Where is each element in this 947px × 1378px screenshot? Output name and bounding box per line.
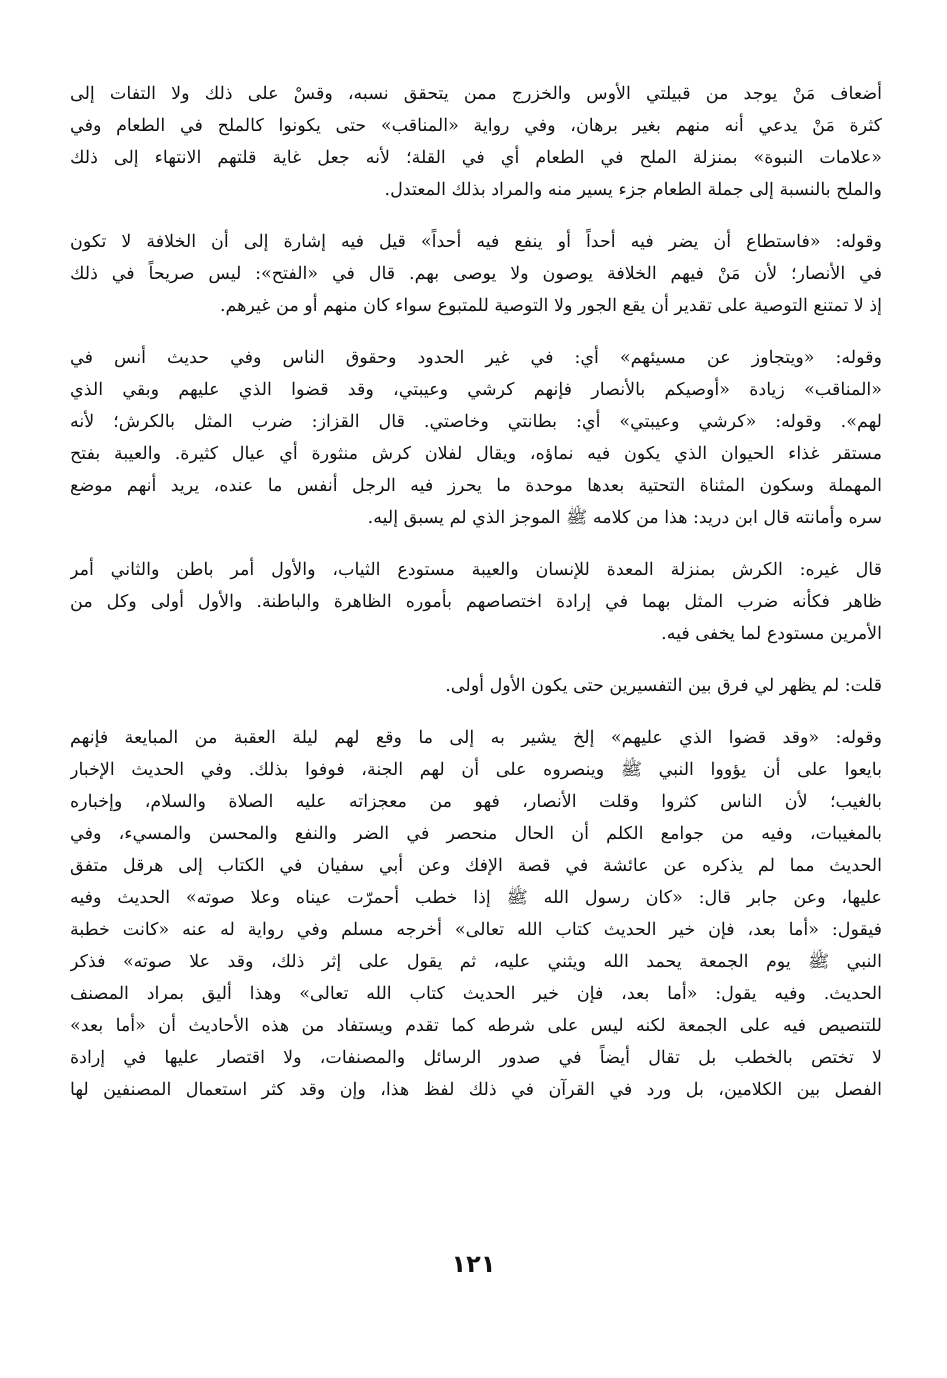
text-line: الفصل بين الكلامين، بل ورد في القرآن في ذلك لفظ هذا، وإن وقد كثر استعمال المصنفين لها: [70, 1080, 882, 1100]
paragraph-2: [70, 226, 882, 322]
page-number: ١٢١: [451, 1250, 496, 1278]
paragraph-4: [70, 554, 882, 650]
text-line: والملح بالنسبة إلى جملة الطعام جزء يسير منه والمراد بذلك المعتدل.: [384, 180, 882, 200]
text-line: «علامات النبوة» بمنزلة الملح في الطعام أي في القلة؛ لأنه جعل غاية قلتهم الانتهاء إلى ذلك: [70, 148, 882, 168]
text-line: النبي ﷺ يوم الجمعة يحمد الله ويثني عليه، ثم يقول على إثر ذلك، وقد علا صوته» فذكر: [70, 952, 882, 972]
text-line: ظاهر فكأنه ضرب المثل بهما في إرادة اختصاصهم بأموره الظاهرة والباطنة. والأول أولى وكل من: [70, 592, 882, 612]
text-line: سره وأمانته قال ابن دريد: هذا من كلامه ﷺ الموجز الذي لم يسبق إليه.: [367, 508, 882, 528]
text-line: لا تختص بالخطب بل تقال أيضاً في صدور الرسائل والمصنفات، ولا اقتصار عليها في إرادة: [70, 1048, 882, 1068]
text-line: وقوله: «فاستطاع أن يضر فيه أحداً أو ينفع فيه أحداً» قيل فيه إشارة إلى أن الخلافة لا تكون: [70, 232, 882, 252]
text-line: الأمرين مستودع لما يخفى فيه.: [661, 624, 882, 644]
text-line: قال غيره: الكرش بمنزلة المعدة للإنسان والعيبة مستودع الثياب، والأول أمر باطن والثاني أمر: [70, 560, 882, 580]
text-line: وقوله: «وقد قضوا الذي عليهم» إلخ يشير به إلى ما وقع لهم ليلة العقبة من المبايعة فإنهم: [70, 728, 882, 748]
text-line: للتنصيص فيه على الجمعة لكنه ليس على شرطه كما تقدم ويستفاد من هذه الأحاديث أن «أما بعد»: [70, 1016, 882, 1036]
text-line: بالغيب؛ لأن الناس كثروا وقلت الأنصار، فهو من معجزاته عليه الصلاة والسلام، وإخباره: [70, 792, 882, 812]
paragraph-3: [70, 342, 882, 534]
text-line: كثرة مَنْ يدعي أنه منهم بغير برهان، وفي رواية «المناقب» حتى يكونوا كالملح في الطعام وفي: [70, 116, 882, 136]
text-line: بالمغيبات، وفيه من جوامع الكلم أن الحال منحصر في الضر والنفع والمحسن والمسيء، وفي: [70, 824, 882, 844]
text-line: فيقول: «أما بعد، فإن خير الحديث كتاب الله تعالى» أخرجه مسلم وفي رواية له عنه «كانت خطبة: [70, 920, 882, 940]
text-line: الحديث. وفيه يقول: «أما بعد، فإن خير الحديث كتاب الله تعالى» وهذا أليق بمراد المصنف: [70, 984, 882, 1004]
page-body: [70, 78, 882, 1126]
text-line: في الأنصار؛ لأن مَنْ فيهم الخلافة يوصون ولا يوصى بهم. قال في «الفتح»: ليس صريحاً في ذلك: [70, 264, 882, 284]
text-line: وقوله: «ويتجاوز عن مسيئهم» أي: في غير الحدود وحقوق الناس وفي حديث أنس في: [70, 348, 882, 368]
text-line: أضعاف مَنْ يوجد من قبيلتي الأوس والخزرج ممن يتحقق نسبه، وقسْ على ذلك ولا التفات إلى: [70, 84, 882, 104]
text-line: لهم». وقوله: «كرشي وعيبتي» أي: بطانتي وخاصتي. قال القزاز: ضرب المثل بالكرش؛ لأنه: [70, 412, 882, 432]
text-line: مستقر غذاء الحيوان الذي يكون فيه نماؤه، ويقال لفلان كرش منثورة أي عيال كثيرة. والعيبة بفتح: [70, 444, 882, 464]
paragraph-5: [70, 670, 882, 702]
text-line: الحديث مما لم يذكره عن عائشة في قصة الإفك وعن أبي سفيان في الكتاب إلى هرقل متفق: [70, 856, 882, 876]
text-line: «المناقب» زيادة «أوصيكم بالأنصار فإنهم كرشي وعيبتي، وقد قضوا الذي عليهم وبقي الذي: [70, 380, 882, 400]
paragraph-1: [70, 78, 882, 206]
text-line: بايعوا على أن يؤووا النبي ﷺ وينصروه على أن لهم الجنة، فوفوا بذلك. وفي الحديث الإخبار: [70, 760, 882, 780]
paragraph-6: [70, 722, 882, 1106]
text-line: عليها، وعن جابر قال: «كان رسول الله ﷺ إذا خطب أحمرّت عيناه وعلا صوته» الحديث وفيه: [70, 888, 882, 908]
text-line: المهملة وسكون المثناة التحتية بعدها موحدة ما يحرز فيه الرجل أنفس ما عنده، يريد أنهم موضع: [70, 476, 882, 496]
text-line: قلت: لم يظهر لي فرق بين التفسيرين حتى يكون الأول أولى.: [445, 676, 882, 696]
text-line: إذ لا تمتنع التوصية على تقدير أن يقع الجور ولا التوصية للمتبوع سواء كان منهم أو من غيرهم.: [219, 296, 882, 316]
